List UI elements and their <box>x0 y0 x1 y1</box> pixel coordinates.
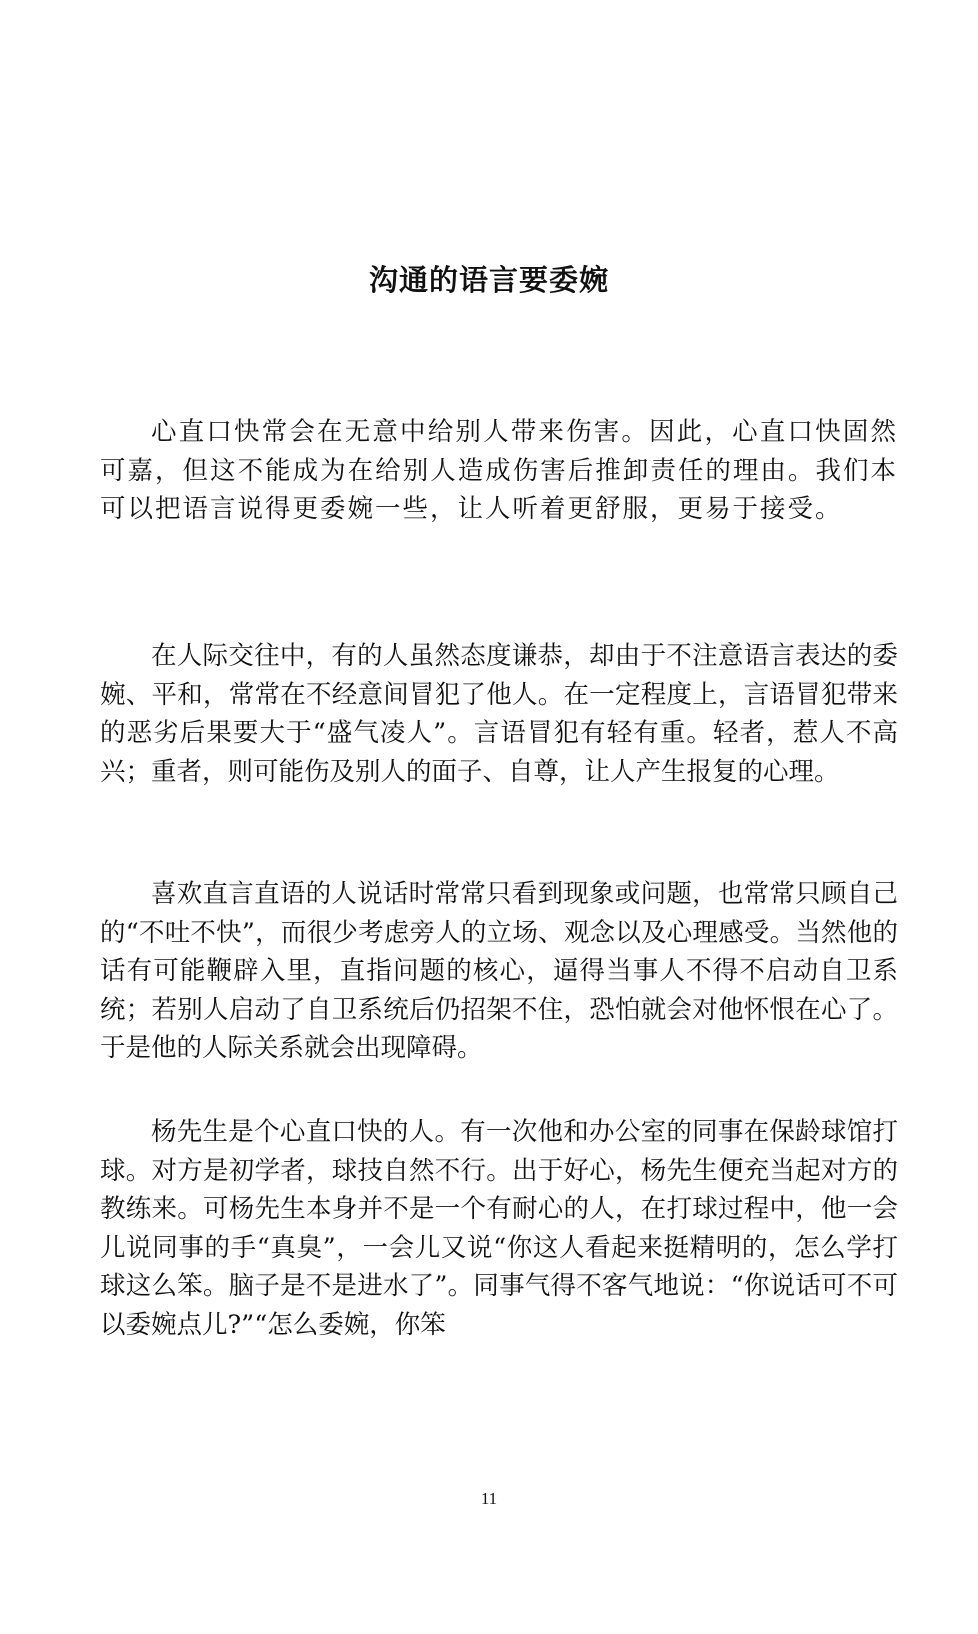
page-title: 沟通的语言要委婉 <box>368 263 609 297</box>
body-paragraph-2: 喜欢直言直语的人说话时常常只看到现象或问题，也常常只顾自己的“不吐不快”，而很少考虑旁人的立场、观念以及心理感受。当然他的话有可能鞭辟入里，直指问题的核心，逼得当事人不得不启动自卫系统；若别人启动了自卫系统后仍招架不住，恐怕就会对他怀恨在心了。于是他的人际关系就会出现障碍。 <box>100 879 898 1063</box>
intro-paragraph: 心直口快常会在无意中给别人带来伤害。因此，心直口快固然可嘉，但这不能成为在给别人造成伤害后推卸责任的理由。我们本可以把语言说得更委婉一些，让人听着更舒服，更易于接受。 <box>100 417 898 524</box>
page-number: 11 <box>480 1489 498 1508</box>
body-paragraph-3: 杨先生是个心直口快的人。有一次他和办公室的同事在保龄球馆打球。对方是初学者，球技自然不行。出于好心，杨先生便充当起对方的教练来。可杨先生本身并不是一个有耐心的人，在打球过程中，他一会儿说同事的手“真臭”，一会儿又说“你这人看起来挺精明的，怎么学打球这么笨。脑子是不是进水了”。同事气得不客气地说：“你说话可不可以委婉点儿?”“怎么委婉，你笨 <box>100 1117 898 1340</box>
body-paragraph-1: 在人际交往中，有的人虽然态度谦恭，却由于不注意语言表达的委婉、平和，常常在不经意间冒犯了他人。在一定程度上，言语冒犯带来的恶劣后果要大于“盛气凌人”。言语冒犯有轻有重。轻者，惹人不高兴；重者，则可能伤及别人的面子、自尊，让人产生报复的心理。 <box>100 641 898 787</box>
